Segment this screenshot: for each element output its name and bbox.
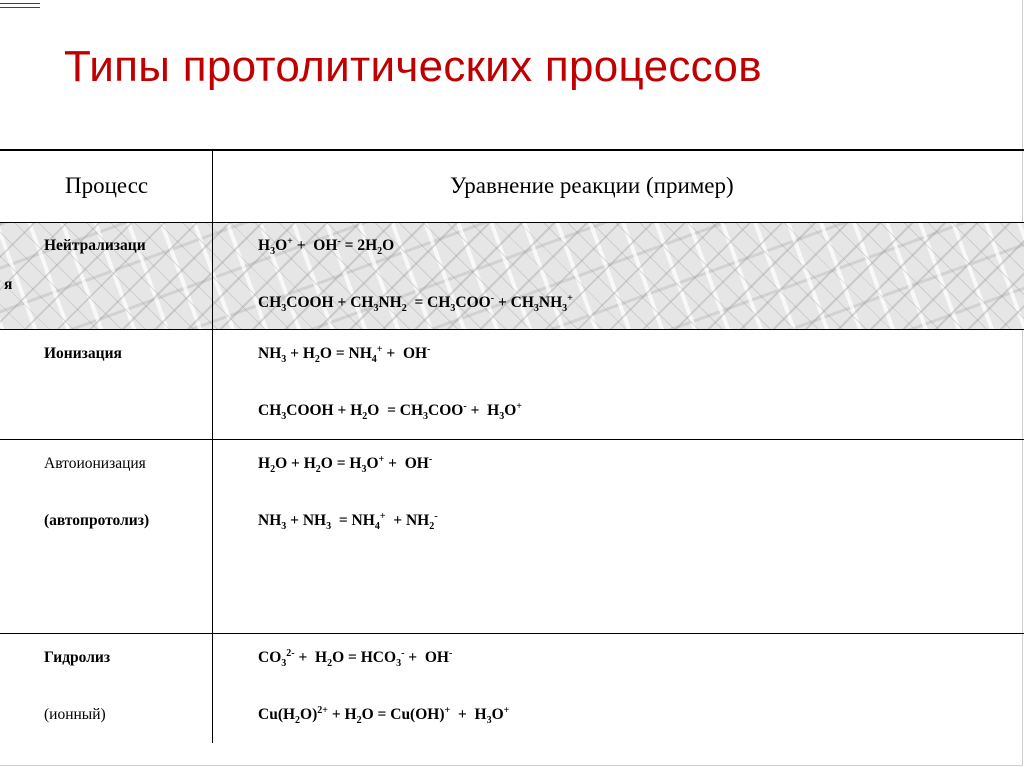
equation-cell (213, 330, 1024, 439)
equation: $NH_3 + H_2O = NH_4^+ + OH^-$ (258, 343, 431, 366)
header-cell-equation (213, 151, 1024, 222)
table-row (0, 440, 1024, 634)
process-cell (0, 223, 213, 329)
header-equation: Уравнение реакции (пример) (450, 173, 734, 198)
process-name: Ионизация (44, 345, 122, 362)
process-cell (0, 330, 213, 439)
process-cell (0, 634, 213, 743)
equation-cell (213, 440, 1024, 633)
process-name-continued: (автопротолиз) (44, 512, 150, 529)
equation-cell (213, 223, 1024, 329)
page-title: Типы протолитических процессов (64, 42, 762, 91)
equation-cell (213, 634, 1024, 743)
table-row (0, 330, 1024, 440)
process-name-continued: я (4, 276, 13, 293)
process-cell (0, 440, 213, 633)
table-header-row (0, 151, 1024, 223)
equation: $Cu(H_2O)^{2+} + H_2O = Cu(OH)^+ + H_3O^+$ (258, 704, 510, 727)
process-name: Нейтрализаци (44, 237, 146, 254)
equation: $NH_3 + NH_3 = NH_4^+ + NH_2^-$ (258, 510, 438, 533)
header-process: Процесс (65, 173, 149, 198)
table-row (0, 634, 1024, 743)
process-name: Гидролиз (44, 649, 111, 666)
equation: $H_2O + H_2O = H_3O^+ + OH^-$ (258, 453, 433, 476)
header-cell-process (0, 151, 213, 222)
process-name: Автоионизация (44, 455, 146, 472)
equation: $CH_3COOH + H_2O = CH_3COO^- + H_3O^+$ (258, 400, 522, 423)
corner-mark (0, 0, 40, 10)
table-row (0, 223, 1024, 330)
process-name-continued: (ионный) (44, 706, 106, 723)
equation: $CH_3COOH + CH_3NH_2 = CH_3COO^- + CH_3NH_3^+$ (258, 292, 573, 315)
equation: $CO_3^{2-} + H_2O = HCO_3^- + OH^-$ (258, 647, 453, 670)
equation: $H_3O^+ + OH^- = 2H_2O$ (258, 235, 395, 258)
process-table (0, 149, 1024, 743)
